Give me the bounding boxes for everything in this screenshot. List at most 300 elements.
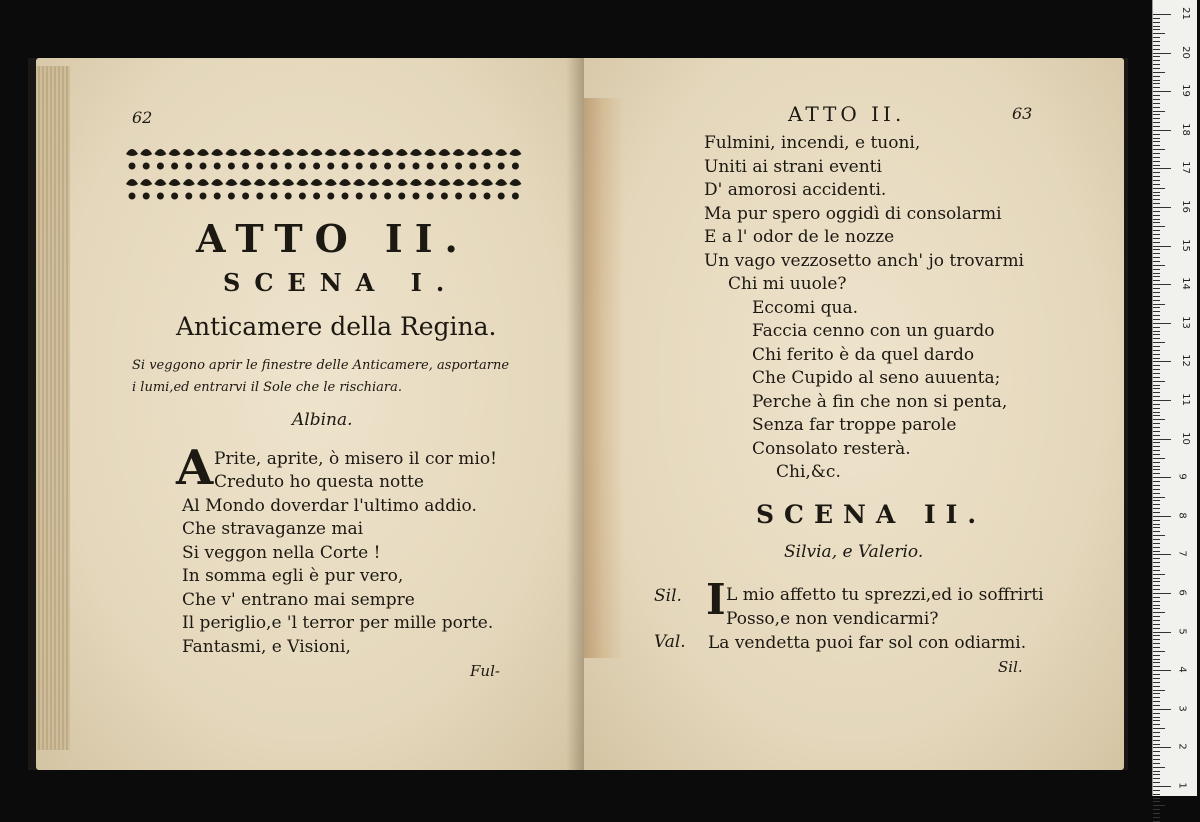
ornament-motif [342,163,349,170]
ruler-tick [1153,280,1160,281]
ruler-tick [1153,508,1160,509]
ruler-tick [1153,257,1160,258]
ornament-motif [367,149,379,156]
ruler-number: 16 [1179,200,1191,213]
ruler-tick [1153,361,1171,362]
ruler-tick [1153,693,1160,694]
ruler-tick [1153,273,1160,274]
ruler-tick [1153,655,1160,656]
ornament-motif [311,149,323,156]
ornament-motif [129,163,136,170]
ruler-tick [1153,597,1160,598]
ruler-tick [1153,450,1160,451]
ornament-motif [200,163,207,170]
ruler-tick [1153,122,1160,123]
page-number-left: 62 [132,108,153,127]
ornament-motif [271,193,278,200]
ruler-tick [1153,701,1160,702]
ruler-tick [1153,558,1160,559]
ruler-tick [1153,242,1160,243]
scene-title-2: SCENA II. [756,500,987,529]
ornament-motif [356,163,363,170]
ruler-tick [1153,203,1160,204]
speaker-label-valerio: Val. [654,632,686,652]
ornament-motif [481,149,493,156]
ornament-motif [313,163,320,170]
ruler-tick [1153,585,1160,586]
ruler-tick [1153,578,1160,579]
ornament-motif [356,193,363,200]
ruler-tick [1153,195,1160,196]
ruler-tick [1153,500,1160,501]
ruler-tick [1153,763,1160,764]
ornament-motif [467,179,479,186]
ruler-tick [1153,562,1160,563]
ruler-tick [1153,141,1160,142]
ornament-motif [296,149,308,156]
ornament-motif [285,163,292,170]
ornament-motif [154,149,166,156]
ruler-tick [1153,794,1160,795]
ruler-tick [1153,118,1160,119]
ornament-motif [512,163,519,170]
ruler-tick [1153,49,1160,50]
ornament-motif [512,193,519,200]
verse-line: D' amorosi accidenti. [704,180,887,200]
ornament-motif [455,193,462,200]
ornament-motif [509,149,521,156]
ruler-tick [1153,531,1160,532]
ornament-motif [242,193,249,200]
ruler-tick [1153,462,1160,463]
ruler-tick [1153,759,1160,760]
drop-cap: A [176,440,214,496]
ruler-tick [1153,207,1171,208]
ruler-tick [1153,226,1165,227]
ruler-tick [1153,269,1160,270]
ornament-motif [169,149,181,156]
verse-line: Chi mi uuole? [728,274,847,294]
ornament-motif [427,163,434,170]
dialogue-line: La vendetta puoi far sol con odiarmi. [708,633,1027,653]
ruler-tick [1153,249,1160,250]
ornament-motif [396,149,408,156]
ornament-motif [398,163,405,170]
ornament-motif [242,163,249,170]
ruler-tick [1153,161,1160,162]
ruler-tick [1153,674,1160,675]
verse-line: Fulmini, incendi, e tuoni, [704,133,921,153]
ruler-tick [1153,543,1160,544]
speaker-label-silvia: Sil. [654,586,682,606]
drop-cap-2: I [706,575,726,624]
ruler-tick [1153,338,1160,339]
ruler-tick [1153,404,1160,405]
ruler-number: 9 [1176,473,1188,480]
ruler-tick [1153,659,1160,660]
ruler-tick [1153,246,1171,247]
ruler-tick [1153,76,1160,77]
verse-line: Perche à fin che non si penta, [752,391,1008,412]
verse-line: Consolato resterà. [752,438,911,459]
ruler-tick [1153,477,1171,478]
ruler-tick [1153,527,1160,528]
ruler-tick [1153,682,1160,683]
ornament-motif [225,149,237,156]
ruler-number: 15 [1179,238,1191,252]
ruler-number: 2 [1176,743,1188,751]
ruler-tick [1153,624,1160,625]
ornament-motif [154,179,166,186]
ruler-tick [1153,736,1160,737]
ruler-tick [1153,385,1160,386]
act-title: ATTO II. [196,216,470,261]
ruler-tick [1153,747,1171,748]
ornament-motif [438,179,450,186]
verse-line: Senza far troppe parole [752,415,957,435]
ruler-tick [1153,412,1160,413]
verse-line: Si veggon nella Corte ! [182,542,381,563]
scene-setting: Anticamere della Regina. [176,312,497,341]
ruler-tick [1153,373,1160,374]
speaker-name: Albina. [292,410,353,430]
ruler-tick [1153,168,1171,169]
ornament-motif [441,163,448,170]
ruler-tick [1153,80,1160,81]
right-page [584,58,1124,770]
ruler-tick [1153,238,1160,239]
ornament-motif [370,193,377,200]
scene-title: SCENA I. [223,268,459,297]
ruler-tick [1153,354,1160,355]
ruler-tick [1153,311,1160,312]
ruler-tick [1153,512,1160,513]
verse-block-left [182,471,493,659]
ruler-tick [1153,608,1160,609]
ruler-number: 13 [1179,315,1191,329]
verse-line: Il periglio,e 'l terror per mille porte. [182,613,494,633]
ruler-number: 1 [1176,782,1188,789]
ruler-tick [1153,288,1160,289]
ruler-tick [1153,605,1160,606]
ornament-motif [398,193,405,200]
ornament-motif [455,163,462,170]
ornament-motif [299,163,306,170]
ruler-tick [1153,720,1160,721]
ruler-tick [1153,199,1160,200]
ruler-tick [1153,740,1160,741]
ornament-motif [140,179,152,186]
ruler-tick [1153,415,1160,416]
ornament-motif [197,149,209,156]
ornament-motif [225,179,237,186]
ruler-tick [1153,134,1160,135]
open-book [28,58,1128,770]
ornament-motif [384,193,391,200]
ruler-tick [1153,724,1160,725]
ruler-tick [1153,705,1160,706]
catchword-right: Sil. [998,658,1023,676]
ornament-motif [339,179,351,186]
ruler-number: 21 [1179,7,1191,20]
ornament-motif [140,149,152,156]
catchword: Ful- [470,662,500,680]
ruler-tick [1153,574,1165,575]
ornament-motif [327,193,334,200]
ruler-tick [1153,570,1160,571]
ruler-tick [1153,29,1160,30]
ornament-motif [410,179,422,186]
ruler-tick [1153,33,1165,34]
ornament-motif [185,193,192,200]
ruler-tick [1153,26,1160,27]
ornament-motif [282,149,294,156]
ruler-tick [1153,601,1160,602]
ornamental-band [122,142,522,202]
ruler-tick [1153,327,1160,328]
ruler-tick [1153,265,1165,266]
ruler-tick [1153,589,1160,590]
ruler-number: 6 [1176,589,1188,596]
ruler-tick [1153,662,1160,663]
verse-line: Ma pur spero oggidì di consolarmi [704,203,1002,224]
ruler-tick [1153,157,1160,158]
ruler-tick [1153,809,1160,810]
ruler-tick [1153,485,1160,486]
ruler-tick [1153,497,1165,498]
ruler-number: 18 [1179,122,1191,136]
ruler-number: 14 [1179,277,1191,291]
ornament-motif [183,179,195,186]
ruler-tick [1153,632,1171,633]
ornament-motif [495,179,507,186]
ornament-motif [413,163,420,170]
ruler-tick [1153,493,1160,494]
ruler-tick [1153,396,1160,397]
ornament-motif [157,193,164,200]
verse-line: Creduto ho questa notte [214,472,424,492]
ruler-tick [1153,381,1165,382]
stage-direction-line-2: i lumi,ed entrarvi il Sole che le rischiara. [132,380,403,395]
ruler-tick [1153,782,1160,783]
ruler-tick [1153,300,1160,301]
verse-line: Faccia cenno con un guardo [752,321,995,341]
ruler-tick [1153,446,1160,447]
ruler-tick [1153,296,1160,297]
measuring-ruler [1152,0,1197,796]
ruler-tick [1153,365,1160,366]
ornament-motif [171,193,178,200]
ornament-motif [382,179,394,186]
ruler-tick [1153,307,1160,308]
ruler-tick [1153,126,1160,127]
ruler-tick [1153,350,1160,351]
ornament-motif [427,193,434,200]
ruler-tick [1153,230,1160,231]
ornament-motif [299,193,306,200]
ornament-motif [453,179,465,186]
ruler-tick [1153,130,1171,131]
ornament-motif [396,179,408,186]
left-page [36,58,584,770]
ornament-motif [370,163,377,170]
ornament-motif [438,149,450,156]
ornament-motif [211,179,223,186]
ruler-tick [1153,516,1171,517]
verse-line: Al Mondo doverdar l'ultimo addio. [182,495,477,516]
ornament-motif [157,163,164,170]
running-header: ATTO II. [788,102,906,126]
ruler-tick [1153,72,1165,73]
ruler-tick [1153,709,1171,710]
ornament-motif [185,163,192,170]
ruler-tick [1153,149,1165,150]
ornament-motif [200,193,207,200]
ruler-tick [1153,427,1160,428]
ruler-tick [1153,319,1160,320]
ornament-motif [413,193,420,200]
ruler-tick [1153,697,1160,698]
ruler-tick [1153,732,1160,733]
ruler-tick [1153,41,1160,42]
scene-characters: Silvia, e Valerio. [784,542,924,562]
ornament-motif [382,149,394,156]
ruler-tick [1153,790,1160,791]
ruler-tick [1153,554,1171,555]
ruler-tick [1153,180,1160,181]
ruler-tick [1153,342,1165,343]
ruler-tick [1153,686,1160,687]
ruler-tick [1153,435,1160,436]
ornament-motif [384,163,391,170]
ruler-tick [1153,801,1160,802]
ruler-tick [1153,323,1171,324]
ornament-motif [254,149,266,156]
ruler-tick [1153,524,1160,525]
ruler-tick [1153,176,1160,177]
ruler-tick [1153,628,1160,629]
ruler-tick [1153,334,1160,335]
ornament-motif [327,163,334,170]
ruler-tick [1153,107,1160,108]
ruler-tick [1153,114,1160,115]
ruler-tick [1153,774,1160,775]
verse-first-line: Prite, aprite, ò misero il cor mio! [214,449,497,469]
ruler-tick [1153,346,1160,347]
ruler-tick [1153,805,1165,806]
ornament-motif [256,193,263,200]
ruler-tick [1153,219,1160,220]
ruler-tick [1153,466,1160,467]
ruler-tick [1153,408,1160,409]
ruler-tick [1153,771,1160,772]
ruler-tick [1153,616,1160,617]
ornament-motif [441,193,448,200]
ruler-tick [1153,520,1160,521]
verse-line: Uniti ai strani eventi [704,156,882,177]
ornament-motif [197,179,209,186]
ornament-motif [367,179,379,186]
ruler-tick [1153,717,1160,718]
ruler-tick [1153,68,1160,69]
ornament-motif [484,163,491,170]
ruler-tick [1153,83,1160,84]
ruler-tick [1153,666,1160,667]
ruler-tick [1153,678,1160,679]
ruler-tick [1153,400,1171,401]
ruler-tick [1153,744,1160,745]
ornament-motif [214,193,221,200]
ruler-tick [1153,751,1160,752]
ruler-tick [1153,64,1160,65]
page-edges [36,66,70,750]
ruler-tick [1153,728,1165,729]
ornament-motif [410,149,422,156]
ruler-tick [1153,473,1160,474]
ornament-motif [296,179,308,186]
ornament-motif [353,179,365,186]
ruler-tick [1153,755,1160,756]
ruler-number: 3 [1176,705,1188,712]
ruler-tick [1153,358,1160,359]
ruler-tick [1153,458,1165,459]
ruler-tick [1153,261,1160,262]
ruler-tick [1153,145,1160,146]
ruler-tick [1153,111,1165,112]
ruler-tick [1153,53,1171,54]
verse-line: Che stravaganze mai [182,519,364,539]
ruler-tick [1153,331,1160,332]
ruler-number: 10 [1179,431,1191,445]
ruler-number: 5 [1176,627,1188,635]
ornament-motif [143,193,150,200]
ornament-motif [325,179,337,186]
ruler-tick [1153,18,1160,19]
ornament-motif [282,179,294,186]
ornament-motif [285,193,292,200]
ruler-tick [1153,369,1160,370]
ornament-motif [268,149,280,156]
ornament-motif [498,193,505,200]
ornament-motif [481,179,493,186]
ruler-tick [1153,639,1160,640]
ruler-tick [1153,778,1160,779]
ruler-tick [1153,489,1160,490]
ruler-tick [1153,581,1160,582]
ornament-motif [325,149,337,156]
verse-line: In somma egli è pur vero, [182,566,404,586]
ruler-tick [1153,188,1165,189]
ruler-tick [1153,539,1160,540]
ornament-motif [353,149,365,156]
ornament-motif [228,163,235,170]
ruler-tick [1153,798,1160,799]
ornament-motif [342,193,349,200]
ruler-tick [1153,284,1171,285]
ruler-tick [1153,469,1160,470]
ruler-tick [1153,566,1160,567]
ruler-tick [1153,388,1160,389]
ornament-motif [495,149,507,156]
ruler-tick [1153,670,1171,671]
ruler-tick [1153,192,1160,193]
ruler-tick [1153,431,1160,432]
ruler-tick [1153,60,1160,61]
ornament-motif [313,193,320,200]
ruler-tick [1153,91,1171,92]
ornament-motif [339,149,351,156]
ruler-number: 20 [1179,45,1191,59]
